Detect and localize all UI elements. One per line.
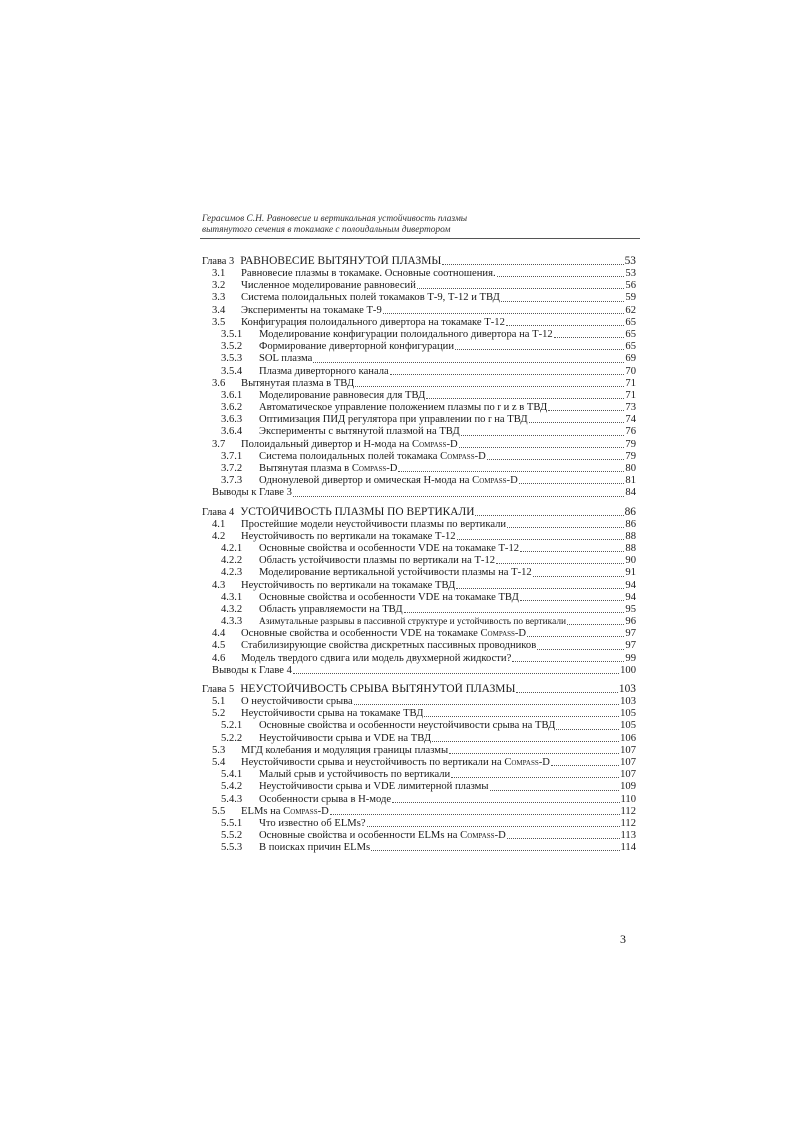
toc-entry[interactable] [202, 531, 636, 543]
toc-entry-number: 5.2 [212, 708, 226, 720]
toc-entry-number: 5.5.1 [221, 817, 243, 829]
toc-dot-leader [461, 435, 625, 436]
toc-entry-page: 95 [625, 603, 636, 615]
toc-entry[interactable] [202, 616, 636, 628]
toc-dot-leader [330, 814, 620, 815]
toc-dot-leader [404, 612, 625, 613]
toc-dot-leader [442, 264, 623, 265]
toc-dot-leader [497, 276, 625, 277]
toc-entry-title: Эксперименты с вытянутой плазмой на ТВД [259, 426, 460, 438]
toc-dot-leader [527, 636, 624, 637]
toc-dot-leader [507, 838, 620, 839]
toc-entry-title: Особенности срыва в H-моде [259, 793, 392, 805]
toc-entry-title: РАВНОВЕСИЕ ВЫТЯНУТОЙ ПЛАЗМЫ [240, 255, 442, 267]
toc-entry-page: 79 [625, 450, 636, 462]
toc-entry-page: 59 [625, 292, 636, 304]
toc-entry-page: 80 [625, 463, 636, 474]
toc-entry-number: Глава 3 [202, 256, 235, 267]
toc-chapter-entry[interactable] [202, 255, 636, 268]
toc-entry-title: ELMs на Compass-D [241, 805, 329, 817]
toc-entry-title: Конфигурация полоидального дивертора на токамаке Т-12 [241, 316, 505, 328]
toc-entry-page: 100 [620, 664, 636, 676]
toc-entry-page: 53 [625, 268, 636, 279]
toc-entry-title: Формирование диверторной конфигурации [259, 341, 455, 353]
toc-dot-leader [432, 741, 619, 742]
toc-entry-title: Однонулевой дивертор и омическая H-мода на Compass-D [259, 475, 518, 487]
toc-dot-leader [459, 447, 625, 448]
toc-entry[interactable] [202, 628, 636, 640]
toc-entry-page: 65 [625, 328, 636, 340]
toc-dot-leader [457, 539, 625, 540]
running-head-line-2: вытянутого сечения в токамаке с полоидальным дивертором [202, 224, 451, 235]
toc-dot-leader [392, 802, 619, 803]
toc-dot-leader [487, 459, 625, 460]
toc-entry-title: Неустойчивости срыва и неустойчивость по вертикали на Compass-D [241, 756, 550, 768]
toc-dot-leader [293, 496, 624, 497]
toc-entry-page: 94 [625, 591, 636, 603]
toc-entry-number: 5.4.2 [221, 781, 243, 793]
toc-entry-page: 105 [620, 720, 636, 732]
toc-entry-title: Неустойчивость по вертикали на токамаке Т-12 [241, 530, 456, 542]
toc-entry-title: Основные свойства и особенности VDE на токамаке ТВД [259, 591, 519, 603]
toc-entry[interactable] [202, 317, 636, 329]
toc-dot-leader [293, 673, 619, 674]
toc-entry[interactable] [202, 426, 636, 438]
toc-entry-number: 3.5.4 [221, 365, 243, 377]
toc-entry-title: Неустойчивость по вертикали на токамаке ТВД [241, 579, 456, 591]
toc-entry[interactable] [202, 268, 636, 280]
toc-entry-page: 84 [625, 487, 636, 499]
toc-entry-title: Стабилизирующие свойства дискретных пассивных проводников [241, 640, 537, 652]
toc-entry-page: 62 [625, 304, 636, 316]
toc-entry-title: Автоматическое управление положением плазмы по r и z в ТВД [259, 402, 548, 414]
toc-entry-title: Неустойчивости срыва и VDE на ТВД [259, 732, 432, 744]
toc-entry-number: 3.4 [212, 304, 226, 316]
toc-entry-number: 3.7.1 [221, 450, 243, 462]
toc-entry-page: 65 [625, 341, 636, 353]
toc-entry-number: 3.6.3 [221, 414, 243, 426]
toc-entry-title: УСТОЙЧИВОСТЬ ПЛАЗМЫ ПО ВЕРТИКАЛИ [240, 505, 475, 518]
toc-entry-number: 4.2.3 [221, 567, 243, 579]
toc-entry[interactable] [202, 555, 636, 567]
toc-entry-number: 4.3 [212, 579, 226, 591]
toc-entry[interactable] [202, 708, 636, 720]
toc-dot-leader [371, 850, 619, 851]
toc-entry-title: Система полоидальных полей токамака Compass-D [259, 450, 486, 462]
toc-entry-page: 105 [620, 708, 636, 720]
toc-dot-leader [548, 410, 624, 411]
toc-entry-page: 103 [620, 696, 636, 707]
toc-entry-title: Система полоидальных полей токамаков Т-9, Т-12 и ТВД [241, 292, 500, 304]
toc-entry-number: 3.7.2 [221, 463, 243, 474]
toc-entry-page: 107 [620, 744, 636, 756]
toc-entry-title: SOL плазма [259, 353, 313, 365]
toc-entry-number: 5.5.3 [221, 842, 243, 854]
toc-entry[interactable] [202, 341, 636, 353]
toc-dot-leader [567, 624, 624, 625]
toc-entry-page: 74 [625, 414, 636, 426]
toc-entry-title: Малый срыв и устойчивость по вертикали [259, 769, 451, 781]
toc-dot-leader [554, 337, 625, 338]
toc-entry-title: Эксперименты на токамаке Т-9 [241, 304, 382, 316]
table-of-contents [202, 255, 636, 854]
toc-entry[interactable] [202, 745, 636, 757]
toc-entry[interactable] [202, 366, 636, 378]
toc-entry-page: 96 [625, 616, 636, 628]
toc-entry-title: В поисках причин ELMs [259, 842, 371, 854]
toc-entry-title: Простейшие модели неустойчивости плазмы по вертикали [241, 518, 507, 530]
toc-dot-leader [390, 374, 625, 375]
toc-entry-page: 103 [618, 683, 636, 695]
toc-entry-page: 106 [620, 732, 636, 744]
toc-entry-page: 107 [620, 769, 636, 781]
toc-entry-number: 3.5.2 [221, 341, 243, 353]
toc-dot-leader [520, 551, 624, 552]
toc-entry[interactable] [202, 487, 636, 499]
toc-dot-leader [512, 661, 624, 662]
toc-dot-leader [417, 288, 625, 289]
toc-entry-title: О неустойчивости срыва [241, 696, 353, 707]
toc-entry[interactable] [202, 781, 636, 793]
toc-entry-title: Что известно об ELMs? [259, 817, 366, 829]
toc-entry-number: 5.2.2 [221, 732, 243, 744]
toc-dot-leader [496, 563, 624, 564]
toc-entry-page: 107 [620, 756, 636, 768]
toc-entry-page: 110 [620, 793, 636, 805]
toc-entry-number: 5.3 [212, 744, 226, 756]
toc-dot-leader [490, 790, 620, 791]
toc-dot-leader [367, 826, 620, 827]
toc-dot-leader [451, 777, 619, 778]
toc-entry[interactable] [202, 305, 636, 317]
toc-dot-leader [313, 362, 624, 363]
toc-dot-leader [424, 716, 619, 717]
toc-entry[interactable] [202, 794, 636, 806]
toc-entry-title: Основные свойства и особенности VDE на токамаке Т-12 [259, 542, 520, 554]
toc-entry-number: 3.6.1 [221, 389, 243, 401]
toc-entry-page: 56 [625, 280, 636, 292]
toc-entry-title: МГД колебания и модуляция границы плазмы [241, 744, 449, 756]
toc-entry[interactable] [202, 653, 636, 665]
toc-entry-number: 4.4 [212, 628, 226, 640]
running-head-line-1: Герасимов С.Н. Равновесие и вертикальная устойчивость плазмы [202, 214, 468, 224]
toc-entry-title: Неустойчивости срыва и VDE лимитерной плазмы [259, 781, 489, 793]
toc-entry-number: 4.1 [212, 518, 226, 530]
toc-entry-page: 86 [624, 505, 636, 518]
toc-entry-title: НЕУСТОЙЧИВОСТЬ СРЫВА ВЫТЯНУТОЙ ПЛАЗМЫ [240, 683, 516, 695]
toc-entry-number: 5.5.2 [221, 830, 243, 842]
toc-entry-number: 4.5 [212, 640, 226, 652]
toc-entry-number: 4.2 [212, 530, 226, 542]
toc-entry-number: 4.3.3 [221, 616, 243, 628]
toc-entry[interactable] [202, 592, 636, 604]
toc-entry[interactable] [202, 402, 636, 414]
toc-entry-number: 3.2 [212, 280, 226, 292]
header-rule [200, 238, 640, 239]
toc-entry-number: 5.4 [212, 756, 226, 768]
toc-entry-page: 79 [625, 438, 636, 450]
toc-dot-leader [520, 600, 625, 601]
toc-entry-page: 112 [620, 817, 636, 829]
toc-entry-number: 5.1 [212, 696, 226, 707]
toc-dot-leader [501, 301, 625, 302]
toc-entry-page: 94 [625, 579, 636, 591]
toc-entry-number: 5.5 [212, 805, 226, 817]
toc-dot-leader [355, 386, 624, 387]
toc-entry-title: Плазма диверторного канала [259, 365, 389, 377]
toc-entry[interactable] [202, 292, 636, 304]
toc-entry[interactable] [202, 733, 636, 745]
toc-dot-leader [426, 398, 624, 399]
toc-entry-page: 91 [625, 567, 636, 579]
toc-entry-number: 4.3.2 [221, 603, 243, 615]
toc-entry-title: Область устойчивости плазмы по вертикали на Т-12 [259, 555, 496, 567]
page-number: 3 [620, 932, 626, 946]
toc-entry-page: 88 [625, 530, 636, 542]
running-head [202, 214, 639, 235]
toc-entry-title: Оптимизация ПИД регулятора при управлении по r на ТВД [259, 414, 528, 426]
toc-entry-number: 4.2.1 [221, 542, 243, 554]
toc-entry-page: 97 [625, 640, 636, 652]
toc-entry-number: 3.1 [212, 268, 226, 279]
toc-entry-title: Вытянутая плазма в ТВД [241, 377, 355, 389]
toc-entry-number: 4.3.1 [221, 591, 243, 603]
toc-entry[interactable] [202, 720, 636, 732]
toc-entry[interactable] [202, 665, 636, 677]
toc-dot-leader [475, 515, 623, 516]
toc-entry-number: Глава 4 [202, 506, 235, 518]
toc-entry-number: 3.5 [212, 316, 226, 328]
toc-entry-page: 69 [625, 353, 636, 365]
toc-entry-page: 99 [625, 652, 636, 664]
toc-entry[interactable] [202, 543, 636, 555]
toc-entry-title: Выводы к Главе 4 [212, 664, 292, 676]
toc-entry-number: 3.7 [212, 438, 226, 450]
toc-dot-leader [456, 588, 624, 589]
toc-entry-title: Основные свойства и особенности ELMs на Compass-D [259, 830, 506, 842]
toc-entry-page: 86 [625, 518, 636, 530]
toc-entry[interactable] [202, 696, 636, 708]
toc-entry[interactable] [202, 519, 636, 531]
toc-dot-leader [383, 313, 625, 314]
toc-entry[interactable] [202, 439, 636, 451]
toc-entry-title: Основные свойства и особенности VDE на токамаке Compass-D [241, 628, 527, 640]
toc-entry-page: 73 [625, 402, 636, 414]
toc-entry-page: 65 [625, 316, 636, 328]
toc-entry[interactable] [202, 769, 636, 781]
toc-entry-page: 113 [620, 830, 636, 842]
toc-dot-leader [449, 753, 619, 754]
toc-entry[interactable] [202, 640, 636, 652]
toc-entry-page: 76 [625, 426, 636, 438]
toc-dot-leader [533, 576, 625, 577]
toc-dot-leader [537, 649, 624, 650]
toc-entry-title: Выводы к Главе 3 [212, 487, 292, 499]
toc-dot-leader [529, 422, 625, 423]
toc-entry-page: 112 [620, 805, 636, 817]
toc-dot-leader [398, 471, 624, 472]
toc-entry-page: 88 [625, 542, 636, 554]
toc-entry[interactable] [202, 842, 636, 854]
toc-entry-number: 5.4.1 [221, 769, 243, 781]
toc-entry[interactable] [202, 353, 636, 365]
toc-entry[interactable] [202, 580, 636, 592]
toc-entry-title: Равновесие плазмы в токамаке. Основные соотношения. [241, 268, 496, 279]
toc-dot-leader [354, 704, 619, 705]
toc-entry-title: Область управляемости на ТВД [259, 603, 403, 615]
toc-entry-number: 4.6 [212, 652, 226, 664]
toc-dot-leader [455, 349, 624, 350]
toc-entry-number: Глава 5 [202, 684, 235, 695]
toc-entry[interactable] [202, 451, 636, 463]
toc-entry-title: Моделирование вертикальной устойчивости плазмы на Т-12 [259, 567, 532, 579]
toc-entry-page: 71 [625, 377, 636, 389]
toc-entry[interactable] [202, 567, 636, 579]
toc-entry-page: 109 [620, 781, 636, 793]
toc-entry-title: Азимутальные разрывы в пассивной структуре и устойчивость по вертикали [259, 617, 567, 628]
toc-entry-page: 90 [625, 555, 636, 567]
toc-entry-title: Вытянутая плазма в Compass-D [259, 463, 398, 474]
toc-entry-number: 3.6 [212, 377, 226, 389]
toc-entry[interactable] [202, 830, 636, 842]
toc-entry[interactable] [202, 818, 636, 830]
toc-entry-number: 5.4.3 [221, 793, 243, 805]
toc-entry[interactable] [202, 329, 636, 341]
toc-entry-number: 3.7.3 [221, 475, 243, 487]
toc-chapter-entry[interactable] [202, 506, 636, 519]
toc-entry[interactable] [202, 806, 636, 818]
toc-dot-leader [506, 325, 625, 326]
toc-dot-leader [551, 765, 619, 766]
toc-entry-number: 3.6.2 [221, 402, 243, 414]
toc-dot-leader [507, 527, 624, 528]
toc-entry[interactable] [202, 414, 636, 426]
toc-entry-page: 70 [625, 365, 636, 377]
toc-entry-page: 114 [620, 842, 636, 854]
toc-chapter-entry[interactable] [202, 683, 636, 696]
toc-entry-number: 5.2.1 [221, 720, 243, 732]
toc-dot-leader [516, 692, 618, 693]
toc-entry[interactable] [202, 463, 636, 475]
toc-entry[interactable] [202, 390, 636, 402]
toc-entry-number: 3.5.1 [221, 328, 243, 340]
toc-entry-title: Полоидальный дивертор и H-мода на Compass-D [241, 438, 458, 450]
toc-entry-title: Неустойчивости срыва на токамаке ТВД [241, 708, 424, 720]
toc-dot-leader [556, 729, 619, 730]
toc-entry[interactable] [202, 757, 636, 769]
toc-entry[interactable] [202, 604, 636, 616]
toc-entry[interactable] [202, 280, 636, 292]
toc-entry-number: 3.3 [212, 292, 226, 304]
toc-entry-title: Численное моделирование равновесий [241, 280, 416, 292]
toc-entry-title: Моделирование конфигурации полоидального дивертора на Т-12 [259, 328, 553, 340]
toc-entry-page: 53 [624, 255, 636, 267]
toc-entry-number: 3.5.3 [221, 353, 243, 365]
toc-entry-number: 4.2.2 [221, 555, 243, 567]
toc-entry-title: Основные свойства и особенности неустойчивости срыва на ТВД [259, 720, 556, 732]
toc-entry-page: 71 [625, 389, 636, 401]
toc-entry[interactable] [202, 475, 636, 487]
toc-dot-leader [519, 483, 625, 484]
toc-entry-page: 81 [625, 475, 636, 487]
toc-entry-page: 97 [625, 628, 636, 640]
toc-entry[interactable] [202, 378, 636, 390]
toc-entry-title: Модель твердого сдвига или модель двухмерной жидкости? [241, 652, 512, 664]
toc-entry-title: Моделирование равновесия для ТВД [259, 389, 426, 401]
toc-entry-number: 3.6.4 [221, 426, 243, 438]
